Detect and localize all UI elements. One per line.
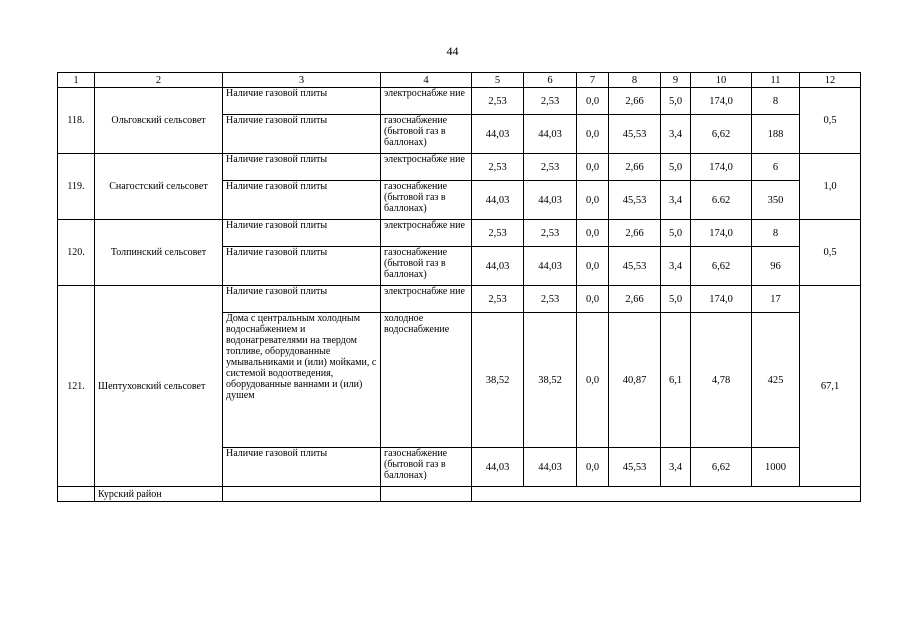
- value-cell: 174,0: [691, 88, 752, 115]
- category-cell: Наличие газовой плиты: [223, 286, 381, 313]
- value-cell: 6,1: [661, 313, 691, 448]
- share-cell: 0,5: [800, 220, 861, 286]
- settlement-name: Шептуховский сельсовет: [95, 286, 223, 487]
- col-header: 8: [609, 73, 661, 88]
- category-cell: Наличие газовой плиты: [223, 115, 381, 154]
- service-cell: электроснабже ние: [381, 154, 472, 181]
- value-cell: 6: [752, 154, 800, 181]
- service-cell: газоснабжение (бытовой газ в баллонах): [381, 247, 472, 286]
- value-cell: 2,53: [472, 88, 524, 115]
- value-cell: 5,0: [661, 88, 691, 115]
- value-cell: 45,53: [609, 448, 661, 487]
- value-cell: 2,53: [472, 286, 524, 313]
- service-cell: электроснабже ние: [381, 220, 472, 247]
- settlement-name: Снагостский сельсовет: [95, 154, 223, 220]
- row-number: 119.: [58, 154, 95, 220]
- empty-cell: [381, 487, 472, 502]
- share-cell: 0,5: [800, 88, 861, 154]
- col-header: 5: [472, 73, 524, 88]
- col-header: 10: [691, 73, 752, 88]
- value-cell: 38,52: [472, 313, 524, 448]
- header-row: [58, 73, 861, 88]
- value-cell: 45,53: [609, 247, 661, 286]
- row-number: 121.: [58, 286, 95, 487]
- value-cell: 0,0: [577, 247, 609, 286]
- value-cell: 2,66: [609, 88, 661, 115]
- col-header: 12: [800, 73, 861, 88]
- col-header: 4: [381, 73, 472, 88]
- col-header: 7: [577, 73, 609, 88]
- district-name: Курский район: [95, 487, 223, 502]
- value-cell: 6,62: [691, 115, 752, 154]
- value-cell: 40,87: [609, 313, 661, 448]
- value-cell: 44,03: [524, 448, 577, 487]
- value-cell: 0,0: [577, 181, 609, 220]
- service-cell: электроснабже ние: [381, 88, 472, 115]
- value-cell: 8: [752, 88, 800, 115]
- value-cell: 2,66: [609, 154, 661, 181]
- service-cell: газоснабжение (бытовой газ в баллонах): [381, 181, 472, 220]
- col-header: 9: [661, 73, 691, 88]
- value-cell: 2,53: [472, 220, 524, 247]
- row-number: 118.: [58, 88, 95, 154]
- value-cell: 2,53: [472, 154, 524, 181]
- value-cell: 0,0: [577, 115, 609, 154]
- value-cell: 0,0: [577, 220, 609, 247]
- value-cell: 44,03: [472, 181, 524, 220]
- value-cell: 17: [752, 286, 800, 313]
- table-row: [58, 286, 861, 313]
- category-cell: Наличие газовой плиты: [223, 154, 381, 181]
- share-cell: 1,0: [800, 154, 861, 220]
- value-cell: 2,53: [524, 154, 577, 181]
- value-cell: 188: [752, 115, 800, 154]
- category-cell: Наличие газовой плиты: [223, 247, 381, 286]
- category-cell: Наличие газовой плиты: [223, 181, 381, 220]
- value-cell: 1000: [752, 448, 800, 487]
- value-cell: 44,03: [524, 247, 577, 286]
- col-header: 1: [58, 73, 95, 88]
- value-cell: 2,53: [524, 220, 577, 247]
- value-cell: 45,53: [609, 181, 661, 220]
- value-cell: 38,52: [524, 313, 577, 448]
- page-number: 44: [446, 44, 459, 58]
- value-cell: 4,78: [691, 313, 752, 448]
- value-cell: 0,0: [577, 88, 609, 115]
- value-cell: 2,53: [524, 88, 577, 115]
- table-row: [58, 88, 861, 115]
- value-cell: 44,03: [472, 115, 524, 154]
- value-cell: 5,0: [661, 220, 691, 247]
- value-cell: 174,0: [691, 286, 752, 313]
- category-cell: Наличие газовой плиты: [223, 448, 381, 487]
- col-header: 11: [752, 73, 800, 88]
- value-cell: 44,03: [472, 448, 524, 487]
- settlement-name: Толпинский сельсовет: [95, 220, 223, 286]
- value-cell: 44,03: [472, 247, 524, 286]
- data-table: [57, 72, 861, 502]
- service-cell: электроснабже ние: [381, 286, 472, 313]
- col-header: 2: [95, 73, 223, 88]
- value-cell: 0,0: [577, 154, 609, 181]
- value-cell: 6,62: [691, 448, 752, 487]
- value-cell: 44,03: [524, 181, 577, 220]
- col-header: 6: [524, 73, 577, 88]
- empty-cell: [58, 487, 95, 502]
- value-cell: 2,66: [609, 286, 661, 313]
- value-cell: 0,0: [577, 448, 609, 487]
- value-cell: 2,53: [524, 286, 577, 313]
- share-cell: 67,1: [800, 286, 861, 487]
- service-cell: газоснабжение (бытовой газ в баллонах): [381, 115, 472, 154]
- settlement-name: Ольговский сельсовет: [95, 88, 223, 154]
- value-cell: 6.62: [691, 181, 752, 220]
- value-cell: 0,0: [577, 286, 609, 313]
- value-cell: 6,62: [691, 247, 752, 286]
- row-number: 120.: [58, 220, 95, 286]
- value-cell: 3,4: [661, 448, 691, 487]
- category-cell: Наличие газовой плиты: [223, 220, 381, 247]
- category-cell: Наличие газовой плиты: [223, 88, 381, 115]
- value-cell: 5,0: [661, 286, 691, 313]
- empty-cell: [472, 487, 861, 502]
- value-cell: 2,66: [609, 220, 661, 247]
- value-cell: 44,03: [524, 115, 577, 154]
- value-cell: 45,53: [609, 115, 661, 154]
- value-cell: 3,4: [661, 247, 691, 286]
- service-cell: газоснабжение (бытовой газ в баллонах): [381, 448, 472, 487]
- value-cell: 425: [752, 313, 800, 448]
- col-header: 3: [223, 73, 381, 88]
- value-cell: 350: [752, 181, 800, 220]
- value-cell: 5,0: [661, 154, 691, 181]
- table-row: [58, 154, 861, 181]
- table-row: [58, 220, 861, 247]
- category-cell: Дома с центральным холодным водоснабжением и водонагревателями на твердом топливе, оборудованные умывальниками и (или) мойками, с системой водоотведения, оборудованные ваннами и (или) душем: [223, 313, 381, 448]
- service-cell: холодное водоснабжение: [381, 313, 472, 448]
- value-cell: 3,4: [661, 115, 691, 154]
- empty-cell: [223, 487, 381, 502]
- value-cell: 174,0: [691, 154, 752, 181]
- value-cell: 174,0: [691, 220, 752, 247]
- value-cell: 8: [752, 220, 800, 247]
- value-cell: 0,0: [577, 313, 609, 448]
- value-cell: 3,4: [661, 181, 691, 220]
- value-cell: 96: [752, 247, 800, 286]
- table-row: [58, 487, 861, 502]
